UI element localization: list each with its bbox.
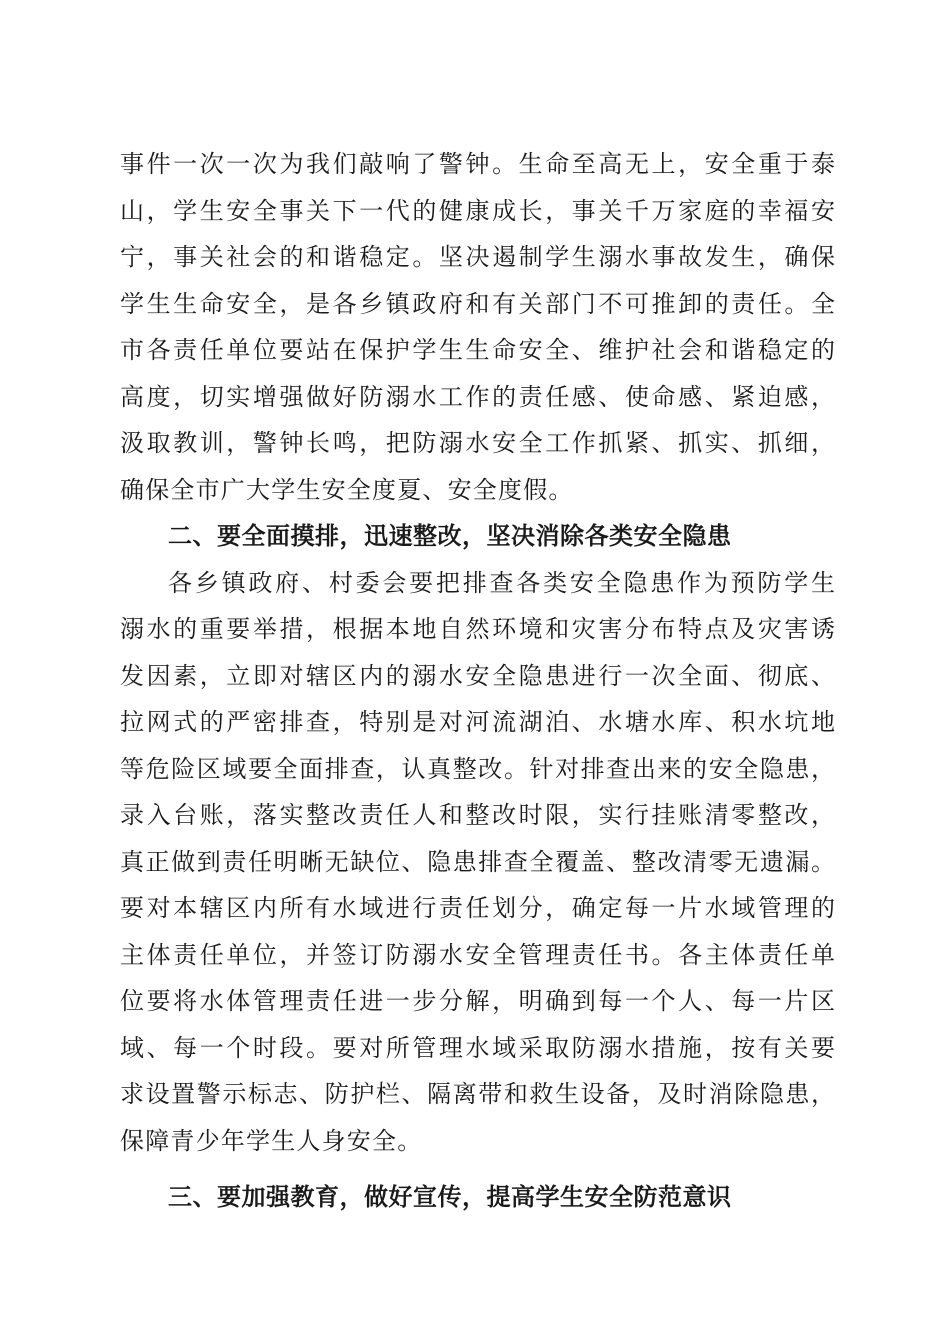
paragraph-line: 保障青少年学生人身安全。: [120, 1126, 423, 1155]
document-body: [120, 141, 835, 1221]
section-heading-2: 二、要全面摸排，迅速整改，坚决消除各类安全隐患: [168, 522, 732, 550]
spacer: [120, 1164, 835, 1174]
paragraph-2: [120, 560, 835, 1165]
paragraph-line: 域、每一个时段。要对所管理水域采取防溺水措施，按有关要: [120, 1033, 835, 1062]
paragraph-line: 拉网式的严密排查，特别是对河流湖泊、水塘水库、积水坑地: [120, 708, 835, 736]
paragraph-line: 事件一次一次为我们敲响了警钟。生命至高无上，安全重于泰: [120, 150, 835, 178]
paragraph-line: 确保全市广大学生安全度夏、安全度假。: [120, 475, 574, 504]
paragraph-line: 溺水的重要举措，根据本地自然环境和灾害分布特点及灾害诱: [120, 615, 835, 643]
section-heading-3: 三、要加强教育，做好宣传，提高学生安全防范意识: [168, 1183, 732, 1211]
paragraph-line: 要对本辖区内所有水域进行责任划分，确定每一片水域管理的: [120, 894, 835, 922]
paragraph-line: 位要将水体管理责任进一步分解，明确到每一个人、每一片区: [120, 987, 835, 1015]
paragraph-line: 各乡镇政府、村委会要把排查各类安全隐患作为预防学生: [168, 568, 835, 597]
paragraph-line: 求设置警示标志、防护栏、隔离带和救生设备，及时消除隐患，: [120, 1080, 835, 1108]
paragraph-line: 发因素，立即对辖区内的溺水安全隐患进行一次全面、彻底、: [120, 661, 835, 690]
paragraph-line: 高度，切实增强做好防溺水工作的责任感、使命感、紧迫感，: [120, 382, 835, 411]
paragraph-line: 主体责任单位，并签订防溺水安全管理责任书。各主体责任单: [120, 940, 835, 969]
paragraph-line: 市各责任单位要站在保护学生生命安全、维护社会和谐稳定的: [120, 336, 835, 364]
paragraph-line: 录入台账，落实整改责任人和整改时限，实行挂账清零整改，: [120, 801, 835, 829]
paragraph-line: 汲取教训，警钟长鸣，把防溺水安全工作抓紧、抓实、抓细，: [120, 429, 835, 457]
paragraph-line: 真正做到责任明晰无缺位、隐患排查全覆盖、整改清零无遗漏。: [120, 847, 835, 876]
paragraph-line: 等危险区域要全面排查，认真整改。针对排查出来的安全隐患，: [120, 754, 835, 783]
paragraph-line: 山，学生安全事关下一代的健康成长，事关千万家庭的幸福安: [120, 196, 835, 225]
paragraph-line: 学生生命安全，是各乡镇政府和有关部门不可推卸的责任。全: [120, 289, 835, 318]
paragraph-line: 宁，事关社会的和谐稳定。坚决遏制学生溺水事故发生，确保: [120, 243, 835, 271]
paragraph-1: [120, 141, 835, 513]
